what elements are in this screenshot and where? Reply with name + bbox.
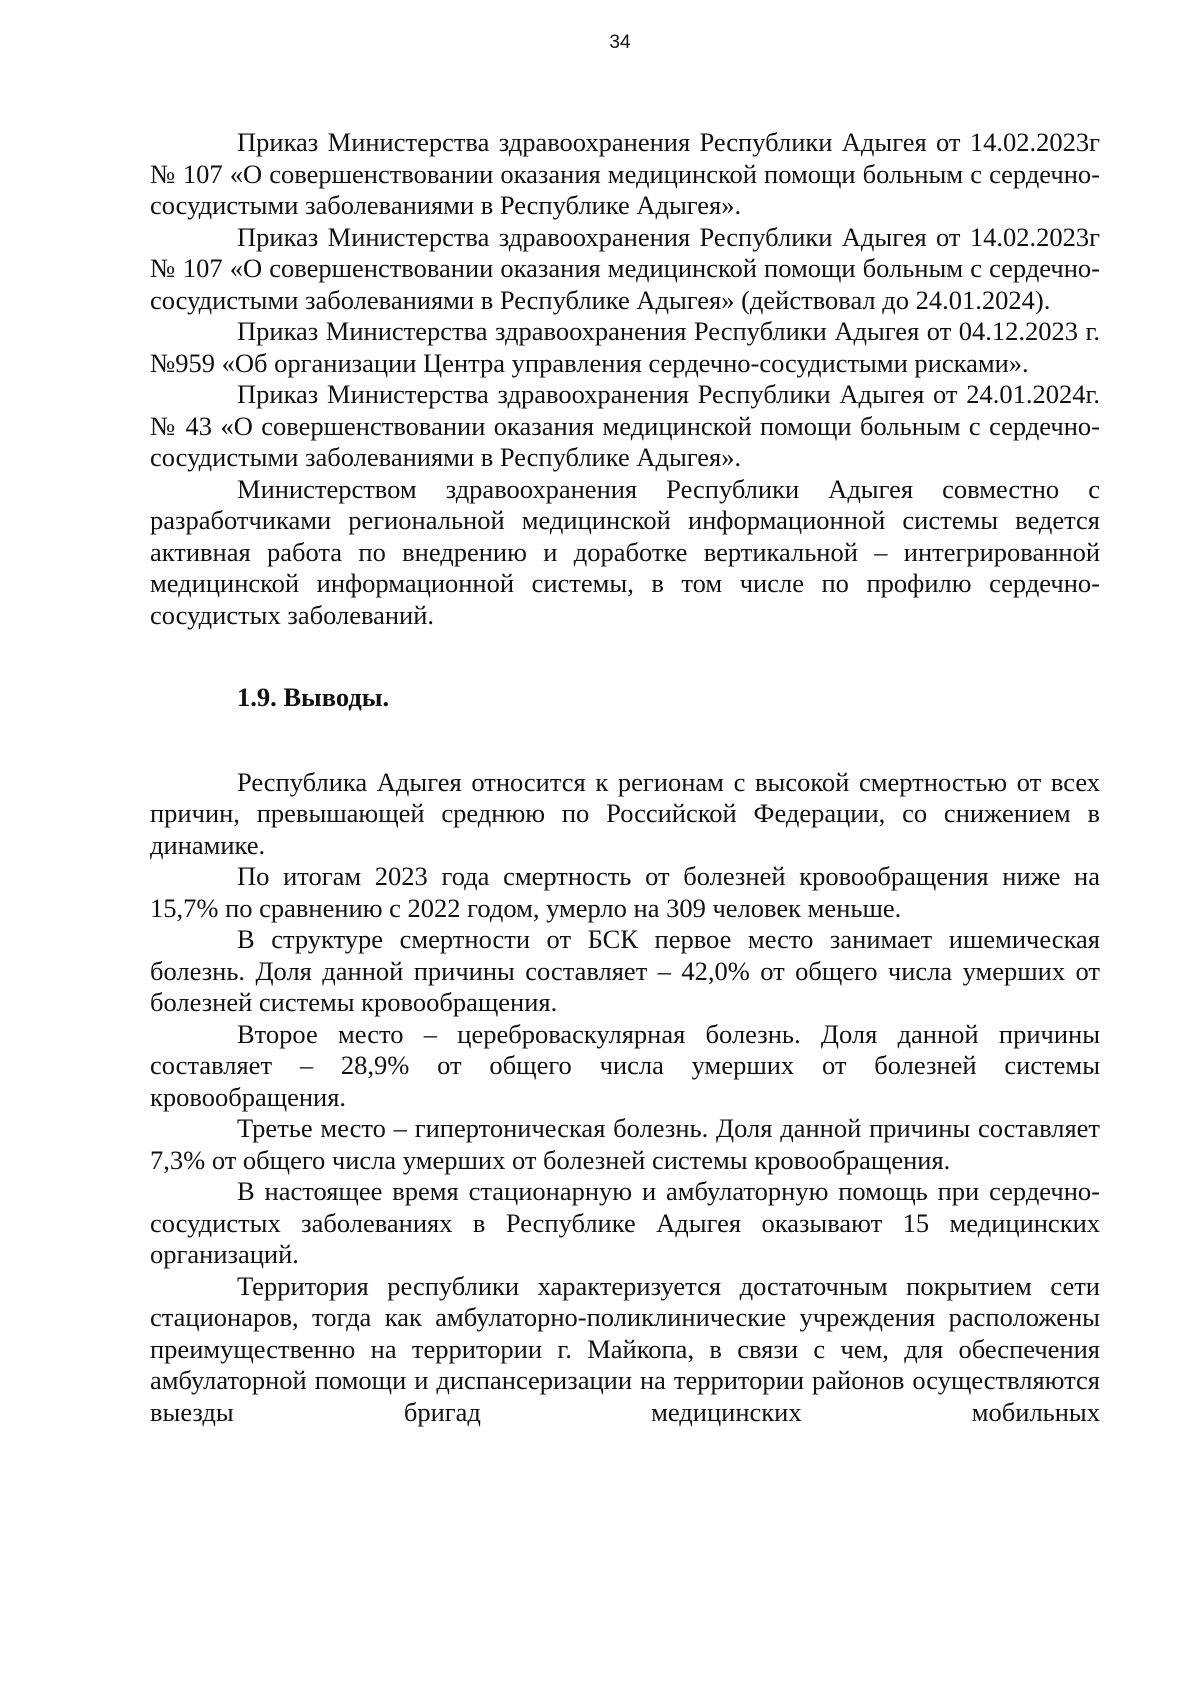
paragraph-cerebrovascular-disease: Второе место – цереброваскулярная болезнь. Доля данной причины составляет – 28,9% от общего числа умерших от болезней системы кровообращения. [150, 1018, 1100, 1112]
paragraph-order-107-first: Приказ Министерства здравоохранения Республики Адыгея от 14.02.2023г № 107 «О совершенствовании оказания медицинской помощи больным с сердечно-сосудистыми заболеваниями в Республике Адыгея». [150, 127, 1100, 220]
paragraph-information-system: Министерством здравоохранения Республики Адыгея совместно с разработчиками региональной медицинской информационной системы ведется активная работа по внедрению и доработке вертикальной – интегрированной медицинской информационной системы, в том числе по профилю сердечно-сосудистых заболеваний. [150, 473, 1100, 630]
paragraph-mortality-2023: По итогам 2023 года смертность от болезней кровообращения ниже на 15,7% по сравнению с 2022 годом, умерло на 309 человек меньше. [150, 861, 1100, 923]
paragraph-ischemic-disease: В структуре смертности от БСК первое место занимает ишемическая болезнь. Доля данной причины составляет – 42,0% от общего числа умерших от болезней системы кровообращения. [150, 924, 1100, 1017]
section-heading: 1.9. Выводы. [237, 682, 390, 712]
page-number: 34 [609, 32, 631, 53]
paragraph-territory-coverage: Территория республики характеризуется достаточным покрытием сети стационаров, тогда как амбулаторно-поликлинические учреждения расположены преимущественно на территории г. Майкопа, в связи с чем, для обеспечения амбулаторной помощи и диспансеризации на территории районов осуществляются выезды бригад медицинских мобильных [150, 1270, 1100, 1427]
paragraph-order-107-second: Приказ Министерства здравоохранения Республики Адыгея от 14.02.2023г № 107 «О совершенствовании оказания медицинской помощи больным с сердечно-сосудистыми заболеваниями в Республике Адыгея» (действовал до 24.01.2024). [150, 221, 1100, 315]
paragraph-hypertensive-disease: Третье место – гипертоническая болезнь. Доля данной причины составляет 7,3% от общего числа умерших от болезней системы кровообращения. [150, 1113, 1100, 1175]
paragraph-order-959: Приказ Министерства здравоохранения Республики Адыгея от 04.12.2023 г. №959 «Об организации Центра управления сердечно-сосудистыми рисками». [150, 316, 1100, 378]
document-body [150, 127, 1100, 1428]
paragraph-order-43: Приказ Министерства здравоохранения Республики Адыгея от 24.01.2024г. № 43 «О совершенствовании оказания медицинской помощи больным с сердечно-сосудистыми заболеваниями в Республике Адыгея». [150, 379, 1100, 472]
paragraph-mortality-overview: Республика Адыгея относится к регионам с высокой смертностью от всех причин, превышающей среднюю по Российской Федерации, со снижением в динамике. [150, 766, 1100, 860]
paragraph-medical-organizations: В настоящее время стационарную и амбулаторную помощь при сердечно-сосудистых заболеваниях в Республике Адыгея оказывают 15 медицинских организаций. [150, 1176, 1100, 1269]
